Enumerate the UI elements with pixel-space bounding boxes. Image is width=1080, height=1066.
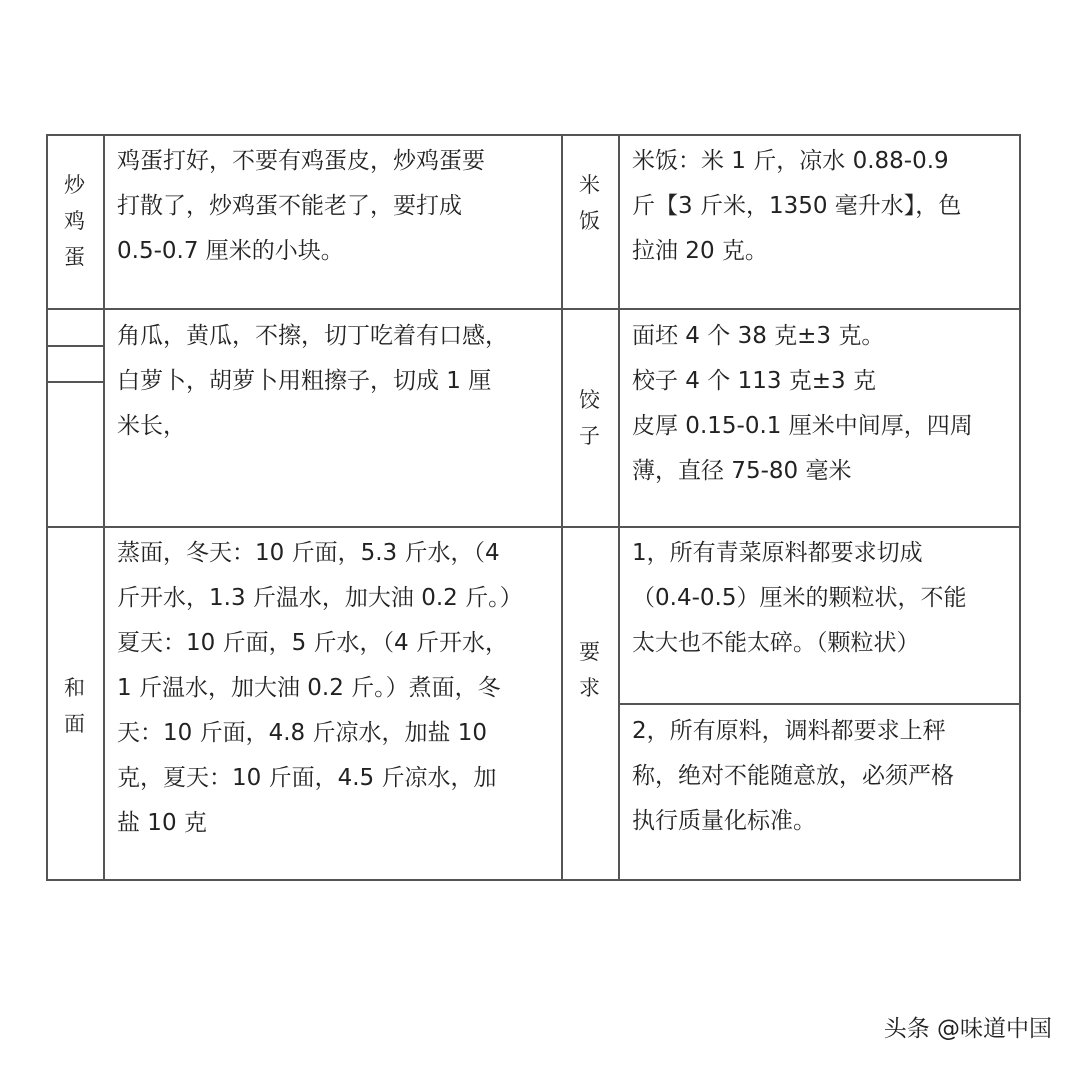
text-line: 薄，直径 75-80 毫米 (632, 458, 852, 484)
dough-text (117, 531, 523, 846)
label-char: 面 (64, 712, 85, 736)
text-line: 1，所有青菜原料都要求切成 (632, 540, 923, 566)
label-requirements (561, 634, 618, 706)
text-line: 米长， (117, 413, 186, 439)
label-rice (561, 167, 618, 239)
label-char: 求 (579, 676, 600, 700)
column-divider (561, 134, 563, 880)
text-line: （0.4-0.5）厘米的颗粒状，不能 (632, 585, 967, 611)
label-char: 子 (579, 424, 600, 448)
text-line: 太大也不能太碎。（颗粒状） (632, 630, 920, 656)
label-char: 鸡 (64, 209, 85, 233)
watermark: 头条 @味道中国 (883, 1016, 1052, 1042)
table-border (46, 879, 1021, 881)
label-dumplings (561, 382, 618, 454)
label-dough (46, 670, 103, 742)
text-line: 打散了，炒鸡蛋不能老了，要打成 (117, 193, 462, 219)
text-line: 斤开水，1.3 斤温水，加大油 0.2 斤。） (117, 585, 523, 611)
table-border (46, 134, 1021, 136)
column-divider (618, 134, 620, 880)
text-line: 盐 10 克 (117, 810, 207, 836)
text-line: 1 斤温水，加大油 0.2 斤。）煮面，冬 (117, 675, 501, 701)
text-line: 0.5-0.7 厘米的小块。 (117, 238, 344, 264)
text-line: 蒸面，冬天：10 斤面，5.3 斤水，（4 (117, 540, 500, 566)
text-line: 校子 4 个 113 克±3 克 (632, 368, 876, 394)
label-char: 饺 (579, 388, 600, 412)
column-divider (103, 134, 105, 880)
text-line: 克，夏天：10 斤面，4.5 斤凉水，加 (117, 765, 497, 791)
text-line: 夏天：10 斤面，5 斤水，（4 斤开水， (117, 630, 508, 656)
text-line: 执行质量化标准。 (632, 808, 816, 834)
text-line: 拉油 20 克。 (632, 238, 768, 264)
text-line: 鸡蛋打好，不要有鸡蛋皮，炒鸡蛋要 (117, 148, 485, 174)
label-scrambled-eggs (46, 167, 103, 275)
dumplings-text (632, 314, 973, 494)
text-line: 米饭：米 1 斤，凉水 0.88-0.9 (632, 148, 949, 174)
label-char: 米 (579, 173, 600, 197)
requirement-1-text (632, 531, 966, 666)
scrambled-eggs-text (117, 139, 485, 274)
rice-text (632, 139, 961, 274)
text-line: 角瓜，黄瓜，不擦，切丁吃着有口感， (117, 323, 508, 349)
text-line: 斤【3 斤米，1350 毫升水】，色 (632, 193, 962, 219)
text-line: 皮厚 0.15-0.1 厘米中间厚，四周 (632, 413, 973, 439)
cell-divider (618, 703, 1021, 705)
text-line: 面坯 4 个 38 克±3 克。 (632, 323, 885, 349)
row-divider (46, 526, 1021, 528)
label-char: 蛋 (64, 245, 85, 269)
label-char: 炒 (64, 173, 85, 197)
text-line: 称，绝对不能随意放，必须严格 (632, 763, 954, 789)
row-divider (46, 308, 1021, 310)
requirement-2-text (632, 709, 954, 844)
text-line: 天：10 斤面，4.8 斤凉水，加盐 10 (117, 720, 488, 746)
cell-divider (46, 345, 103, 347)
label-char: 和 (64, 676, 85, 700)
vegetables-text (117, 314, 508, 449)
table-border (1019, 134, 1021, 880)
label-char: 要 (579, 640, 600, 664)
text-line: 2，所有原料，调料都要求上秤 (632, 718, 946, 744)
label-char: 饭 (579, 209, 600, 233)
cell-divider (46, 381, 103, 383)
text-line: 白萝卜，胡萝卜用粗擦子，切成 1 厘 (117, 368, 492, 394)
